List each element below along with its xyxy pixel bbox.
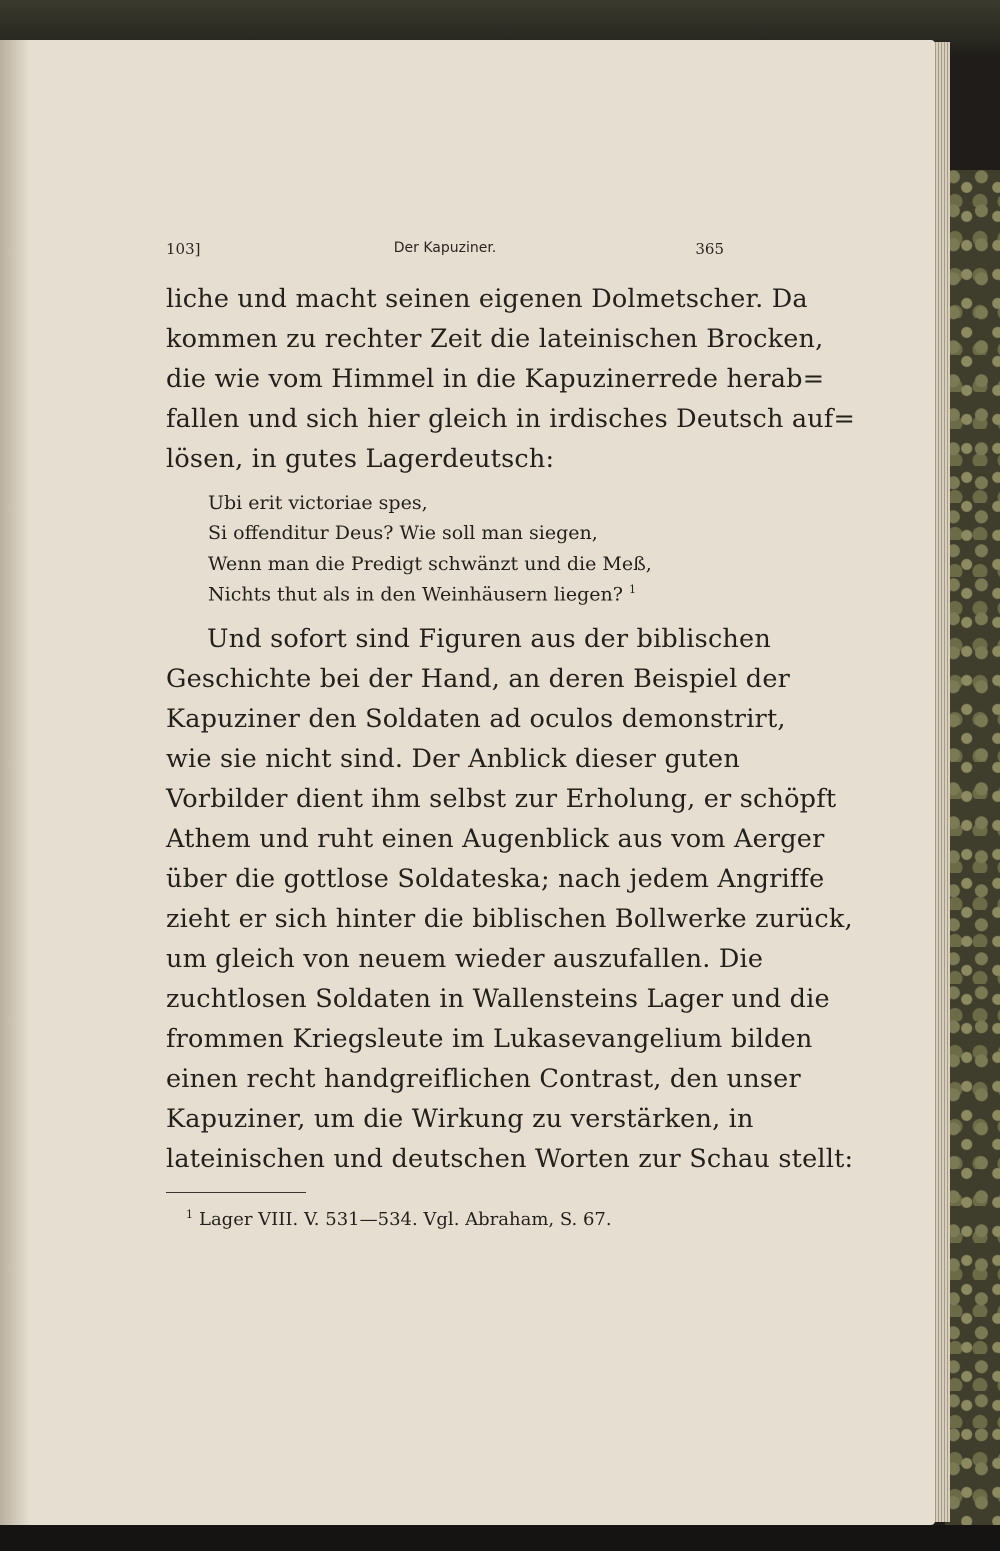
- page-ref: 103]: [166, 240, 201, 258]
- page-number: 365: [695, 240, 724, 258]
- text-line: Kapuziner den Soldaten ad oculos demonstrirt,: [166, 704, 786, 734]
- verse-line: [208, 583, 636, 605]
- text-line: die wie vom Himmel in die Kapuzinerrede herab=: [166, 364, 825, 394]
- running-header: [166, 240, 724, 264]
- verse-line-text: Nichts thut als in den Weinhäusern liegen?: [208, 583, 623, 606]
- verse-line: Si offenditur Deus? Wie soll man siegen,: [208, 522, 598, 544]
- text-line: wie sie nicht sind. Der Anblick dieser guten: [166, 744, 740, 774]
- text-line: Kapuziner, um die Wirkung zu verstärken, in: [166, 1104, 754, 1134]
- running-title: Der Kapuziner.: [393, 240, 497, 256]
- text-line: lateinischen und deutschen Worten zur Schau stellt:: [166, 1144, 854, 1174]
- text-line: Geschichte bei der Hand, an deren Beispiel der: [166, 664, 791, 694]
- text-line: Vorbilder dient ihm selbst zur Erholung, er schöpft: [166, 784, 837, 814]
- text-line: lösen, in gutes Lagerdeutsch:: [166, 444, 555, 474]
- text-line: einen recht handgreiflichen Contrast, den unser: [166, 1064, 801, 1094]
- verse-line: Ubi erit victoriae spes,: [208, 492, 428, 514]
- text-line: um gleich von neuem wieder auszufallen. Die: [166, 944, 764, 974]
- verse-line: Wenn man die Predigt schwänzt und die Meß,: [208, 553, 652, 575]
- text-line: Und sofort sind Figuren aus der biblischen: [207, 624, 771, 654]
- text-line: liche und macht seinen eigenen Dolmetscher. Da: [166, 284, 808, 314]
- text-line: über die gottlose Soldateska; nach jedem Angriffe: [166, 864, 825, 894]
- text-line: Athem und ruht einen Augenblick aus vom Aerger: [166, 824, 825, 854]
- footnote-rule: [166, 1192, 306, 1193]
- footnote-text: Lager VIII. V. 531—534. Vgl. Abraham, S. 67.: [199, 1209, 612, 1230]
- text-line: frommen Kriegsleute im Lukasevangelium bilden: [166, 1024, 813, 1054]
- book-cover-bottom: [0, 1525, 1000, 1551]
- text-line: zieht er sich hinter die biblischen Bollwerke zurück,: [166, 904, 853, 934]
- text-line: zuchtlosen Soldaten in Wallensteins Lager und die: [166, 984, 830, 1014]
- marbled-endpaper: [945, 170, 1000, 1551]
- footnote: [186, 1208, 612, 1230]
- footnote-mark: 1: [186, 1208, 193, 1221]
- text-line: kommen zu rechter Zeit die lateinischen Brocken,: [166, 324, 824, 354]
- text-line: fallen und sich hier gleich in irdisches Deutsch auf=: [166, 404, 856, 434]
- footnote-marker: 1: [629, 583, 636, 596]
